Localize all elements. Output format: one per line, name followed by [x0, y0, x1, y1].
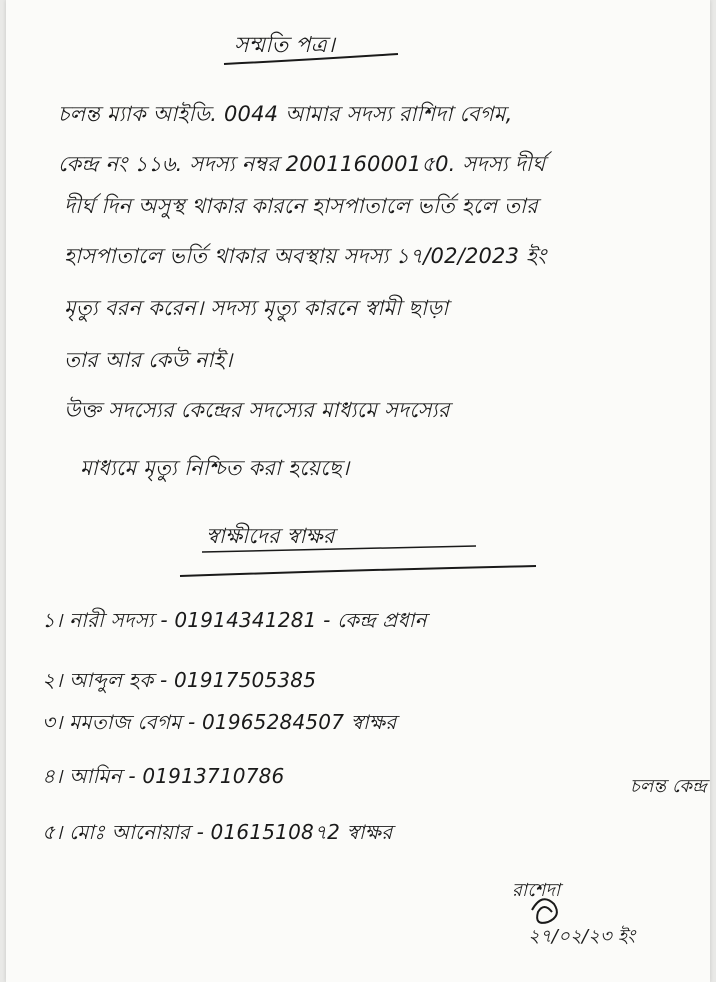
document-page: [6, 0, 710, 982]
signature-name: রাশেদা: [512, 880, 561, 901]
witness-heading: স্বাক্ষীদের স্বাক্ষর: [206, 524, 335, 548]
body-line-8: মাধ্যমে মৃত্যু নিশ্চিত করা হয়েছে।: [80, 456, 350, 480]
witness-entry-1: ১। নারী সদস্য - 01914341281 - কেন্দ্র প্রধান: [42, 608, 427, 632]
signature-date: ২৭/০২/২৩ ইং: [528, 926, 636, 947]
body-line-1: চলন্ত ম্যাক আইডি. 0044 আমার সদস্য রাশিদা বেগম,: [58, 102, 513, 126]
witness-entry-3: ৩। মমতাজ বেগম - 01965284507 স্বাক্ষর: [42, 710, 397, 734]
body-line-3: দীর্ঘ দিন অসুস্থ থাকার কারনে হাসপাতালে ভর্তি হলে তার: [64, 194, 538, 218]
witness-entry-4: ৪। আমিন - 01913710786: [42, 764, 285, 788]
witness-entry-2: ২। আব্দুল হক - 01917505385: [42, 668, 317, 692]
separator-line: [180, 566, 536, 576]
body-line-7: উক্ত সদস্যের কেন্দ্রের সদস্যের মাধ্যমে সদস্যের: [64, 398, 450, 422]
document-title: সম্মতি পত্র।: [234, 33, 336, 58]
body-line-4: হাসপাতালে ভর্তি থাকার অবস্থায় সদস্য ১৭/02/2023 ইং: [64, 244, 547, 268]
body-line-2: কেন্দ্র নং ১১৬. সদস্য নম্বর 2001160001৫0. সদস্য দীর্ঘ: [58, 152, 546, 176]
witness-entry-4-note: চলন্ত কেন্দ্র: [630, 776, 707, 797]
body-line-5: মৃত্যু বরন করেন। সদস্য মৃত্যু কারনে স্বামী ছাড়া: [64, 296, 449, 320]
body-line-6: তার আর কেউ নাই।: [64, 348, 233, 372]
witness-entry-5: ৫। মোঃ আনোয়ার - 01615108৭2 স্বাক্ষর: [42, 820, 393, 844]
